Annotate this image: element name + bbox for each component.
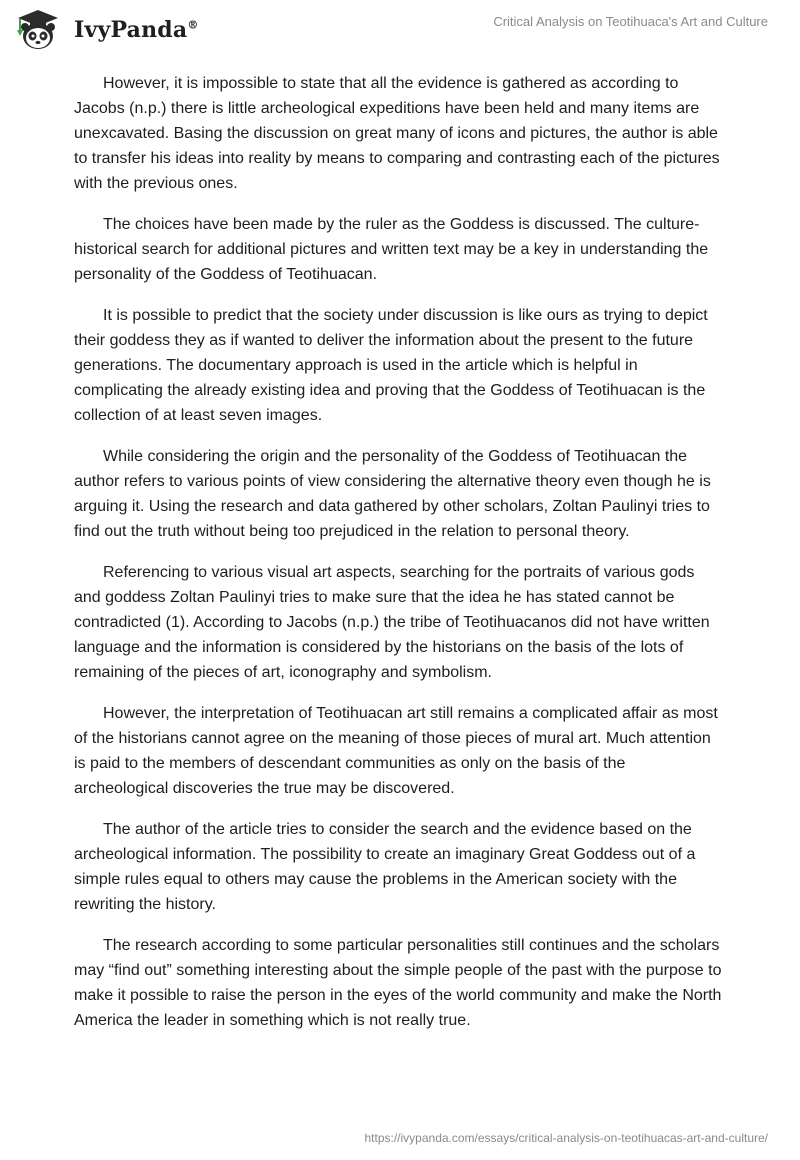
paragraph: The author of the article tries to consider the search and the evidence based on the archeological information. The possibility to create an imaginary Great Goddess out of a simple rules equal to others may cause the problems in the American society with the rewriting the history. — [74, 821, 696, 913]
source-url[interactable]: https://ivypanda.com/essays/critical-analysis-on-teotihuacas-art-and-culture/ — [364, 1131, 768, 1145]
paragraph: The research according to some particular personalities still continues and the scholars may “find out” something interesting about the simple people of the past with the purpose to make it possible to raise the person in the eyes of the world community and make the North America the leader in something which is not really true. — [74, 937, 722, 1029]
paragraph: However, the interpretation of Teotihuacan art still remains a complicated affair as most of the historians cannot agree on the meaning of those pieces of mural art. Much attention is paid to the members of descendant communities as only on the basis of the archeological discoveries the true may be discovered. — [74, 705, 718, 797]
page-header — [0, 0, 800, 60]
paragraph: Referencing to various visual art aspects, searching for the portraits of various gods and goddess Zoltan Paulinyi tries to make sure that the idea he has stated cannot be contradicted (1). According to Jacobs (n.p.) the tribe of Teotihuacanos did not have written language and the information is considered by the historians on the basis of the lots of remaining of the pieces of art, iconography and symbolism. — [74, 564, 710, 681]
panda-graduate-icon — [14, 8, 70, 52]
brand-name: IvyPanda® — [74, 17, 199, 43]
paragraph: However, it is impossible to state that all the evidence is gathered as according to Jacobs (n.p.) there is little archeological expeditions have been held and many items are unexcavated. Basing the discussion on great many of icons and pictures, the author is able to transfer his ideas into reality by means to comparing and contrasting each of the pictures with the previous ones. — [74, 75, 720, 192]
paragraph: While considering the origin and the personality of the Goddess of Teotihuacan the author refers to various points of view considering the alternative theory even though he is arguing it. Using the research and data gathered by other scholars, Zoltan Paulinyi tries to find out the truth without being too prejudiced in the relation to personal theory. — [74, 448, 711, 540]
essay-body — [74, 71, 724, 1049]
paragraph: The choices have been made by the ruler as the Goddess is discussed. The culture-historical search for additional pictures and written text may be a key in understanding the personality of the Goddess of Teotihuacan. — [74, 216, 709, 283]
document-title: Critical Analysis on Teotihuaca's Art and Culture — [493, 14, 768, 29]
ivypanda-logo[interactable] — [14, 8, 199, 52]
paragraph: It is possible to predict that the society under discussion is like ours as trying to depict their goddess they as if wanted to deliver the information about the present to the future generations. The documentary approach is used in the article which is helpful in complicating the already existing idea and proving that the Goddess of Teotihuacan is the collection of at least seven images. — [74, 307, 708, 424]
